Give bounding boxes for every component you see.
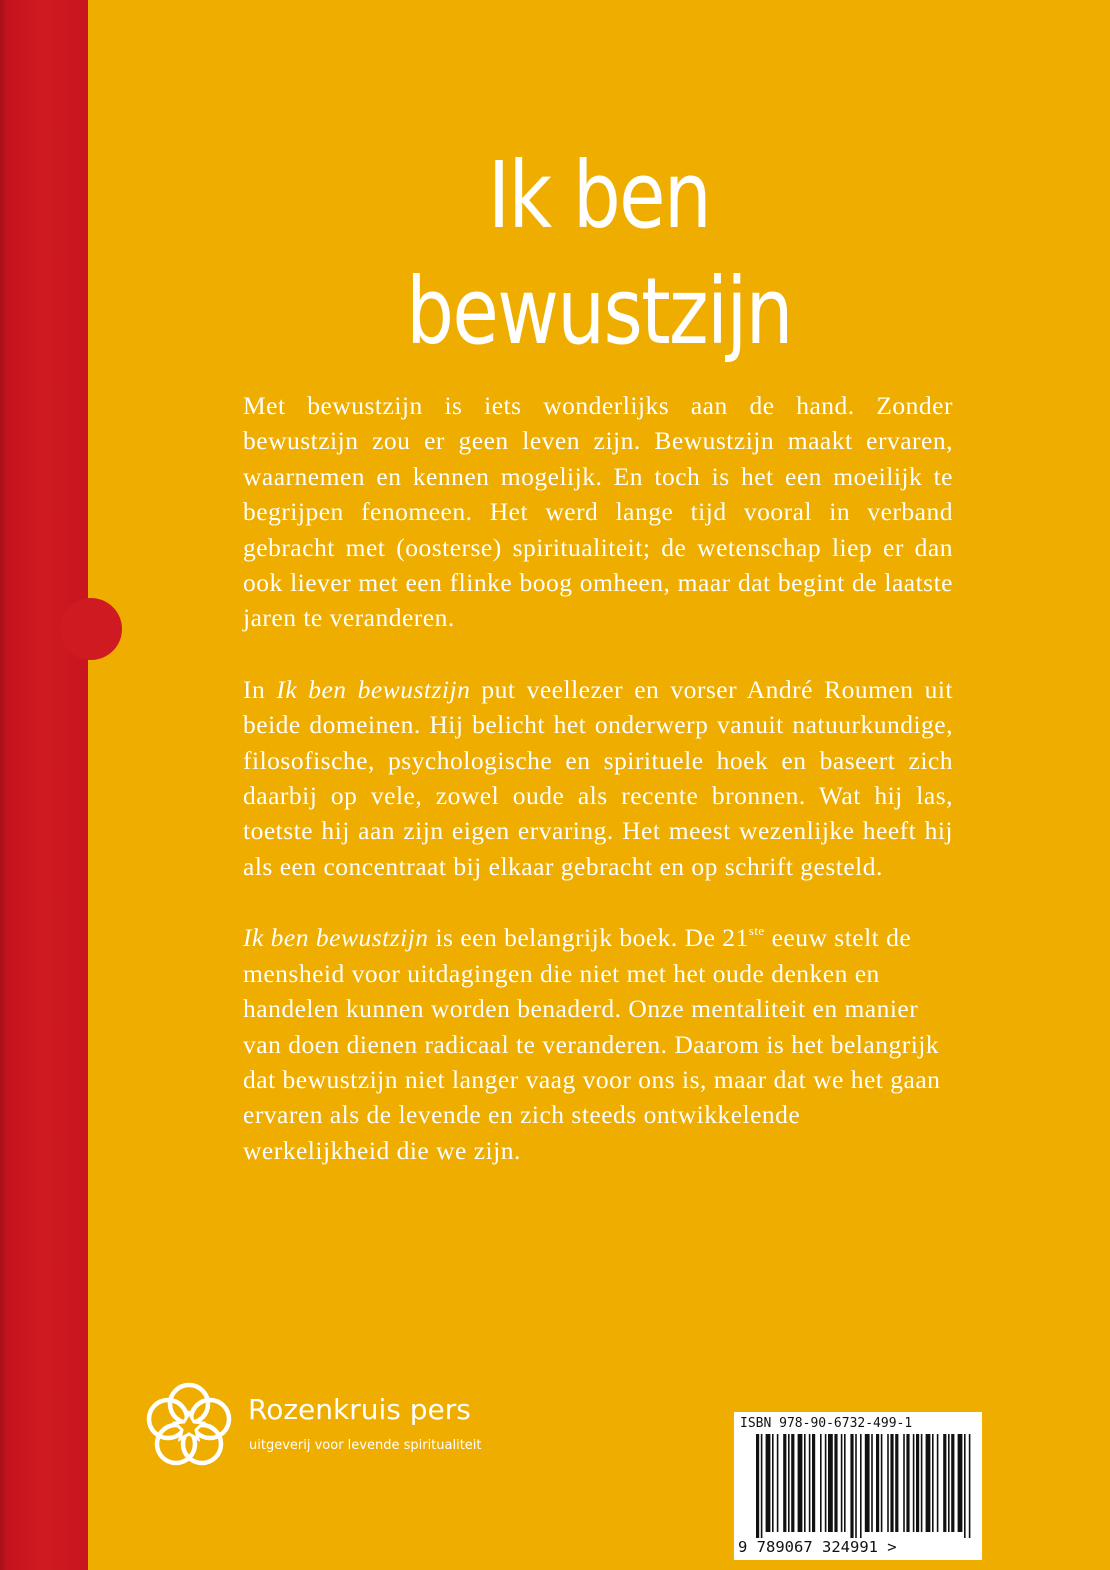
barcode-bar <box>809 1434 811 1532</box>
barcode-bar <box>937 1434 939 1532</box>
isbn-label: ISBN 978-90-6732-499-1 <box>740 1416 913 1431</box>
p2-book-title: Ik ben bewustzijn <box>276 674 471 704</box>
barcode-bar <box>850 1434 853 1538</box>
barcode-bar <box>969 1434 971 1538</box>
publisher-tagline: uitgeverij voor levende spiritualiteit <box>249 1438 482 1453</box>
barcode-bar <box>772 1434 774 1532</box>
publisher-name: Rozenkruis pers <box>248 1393 471 1426</box>
blurb-paragraph-1: Met bewustzijn is iets wonderlijks aan de hand. Zonder bewustzijn zou er geen leven zijn. Bewustzijn maakt ervaren, waarnemen en kennen mogelijk. En toch is het een moeilijk te begrijpen fenomeen. Het werd lange tijd vooral in verband gebracht met (oosterse) spiritualiteit; de wetenschap liep er dan ook liever met een flinke boog omheen, maar dat begint de laatste jaren te veranderen. <box>243 391 953 633</box>
barcode-bars <box>738 1434 978 1538</box>
blurb-paragraph-3 <box>243 920 953 1168</box>
barcode-bar <box>766 1434 771 1532</box>
p3-superscript: ste <box>748 923 765 939</box>
barcode-bar <box>844 1434 846 1532</box>
barcode-bar <box>890 1434 893 1532</box>
back-cover <box>88 0 1110 1570</box>
barcode-bar <box>903 1434 905 1532</box>
barcode-bar <box>926 1434 931 1532</box>
barcode-bar <box>958 1434 963 1532</box>
barcode-bar <box>820 1434 822 1532</box>
blurb-text <box>243 388 953 1204</box>
p3-part-a: is een belangrijk boek. De 21 <box>428 923 749 953</box>
barcode-bar <box>921 1434 923 1532</box>
barcode-bar <box>932 1434 934 1532</box>
barcode-bar <box>812 1434 815 1532</box>
barcode-bar <box>841 1434 843 1532</box>
barcode-bar <box>834 1434 837 1532</box>
barcode-bar <box>871 1434 873 1532</box>
spine-shadow <box>0 0 8 1570</box>
barcode-bar <box>887 1434 889 1532</box>
barcode-bar <box>948 1434 950 1532</box>
rose-knot-icon <box>144 1380 234 1470</box>
barcode-bar <box>916 1434 919 1532</box>
p2-prefix: In <box>243 674 277 704</box>
title-line-2: bewustzijn <box>406 258 792 365</box>
barcode-bar <box>876 1434 879 1532</box>
barcode-bar <box>825 1434 827 1532</box>
barcode-bar <box>860 1434 862 1538</box>
barcode-bar <box>777 1434 779 1532</box>
barcode-bar <box>895 1434 898 1532</box>
barcode-digits: 9 789067 324991 > <box>738 1538 897 1556</box>
p2-rest: put veellezer en vorser André Roumen uit beide domeinen. Hij belicht het onderwerp vanuit natuurkundige, filosofische, psychologische en spirituele hoek en baseert zich daarbij op vele, zowel oude als recente bronnen. Wat hij las, toetste hij aan zijn eigen ervaring. Het meest wezenlijke heeft hij als een concentraat bij elkaar gebracht en op schrift gesteld. <box>243 674 954 881</box>
p3-book-title: Ik ben bewustzijn <box>243 923 429 953</box>
barcode-bar <box>828 1434 833 1532</box>
barcode-bar <box>756 1434 759 1538</box>
barcode-bar <box>865 1434 870 1532</box>
barcode-bar <box>964 1434 966 1538</box>
barcode-bar <box>913 1434 915 1532</box>
barcode-bar <box>855 1434 857 1538</box>
red-spine <box>0 0 88 1570</box>
barcode-bar <box>761 1434 763 1538</box>
barcode-bar <box>788 1434 790 1532</box>
barcode-bar <box>791 1434 794 1532</box>
barcode-bar <box>881 1434 883 1532</box>
p3-part-b: eeuw stelt de mensheid voor uitdagingen die niet met het oude denken en handelen kunnen worden benaderd. Onze mentaliteit en manier van doen dienen radicaal te veranderen. Daarom is het belangrijk dat bewustzijn niet langer vaag voor ons is, maar dat we het gaan ervaren als de levende en zich steeds ontwikkelende werkelijkheid die we zijn. <box>243 923 941 1165</box>
blurb-paragraph-2 <box>243 672 953 884</box>
barcode-bar <box>906 1434 909 1532</box>
barcode-bar <box>943 1434 946 1532</box>
isbn-barcode <box>734 1412 982 1560</box>
barcode-bar <box>798 1434 803 1532</box>
barcode-bar <box>804 1434 806 1532</box>
barcode-bar <box>783 1434 786 1532</box>
title-line-1: Ik ben <box>487 142 711 249</box>
barcode-bar <box>951 1434 954 1532</box>
book-title <box>180 138 1018 370</box>
